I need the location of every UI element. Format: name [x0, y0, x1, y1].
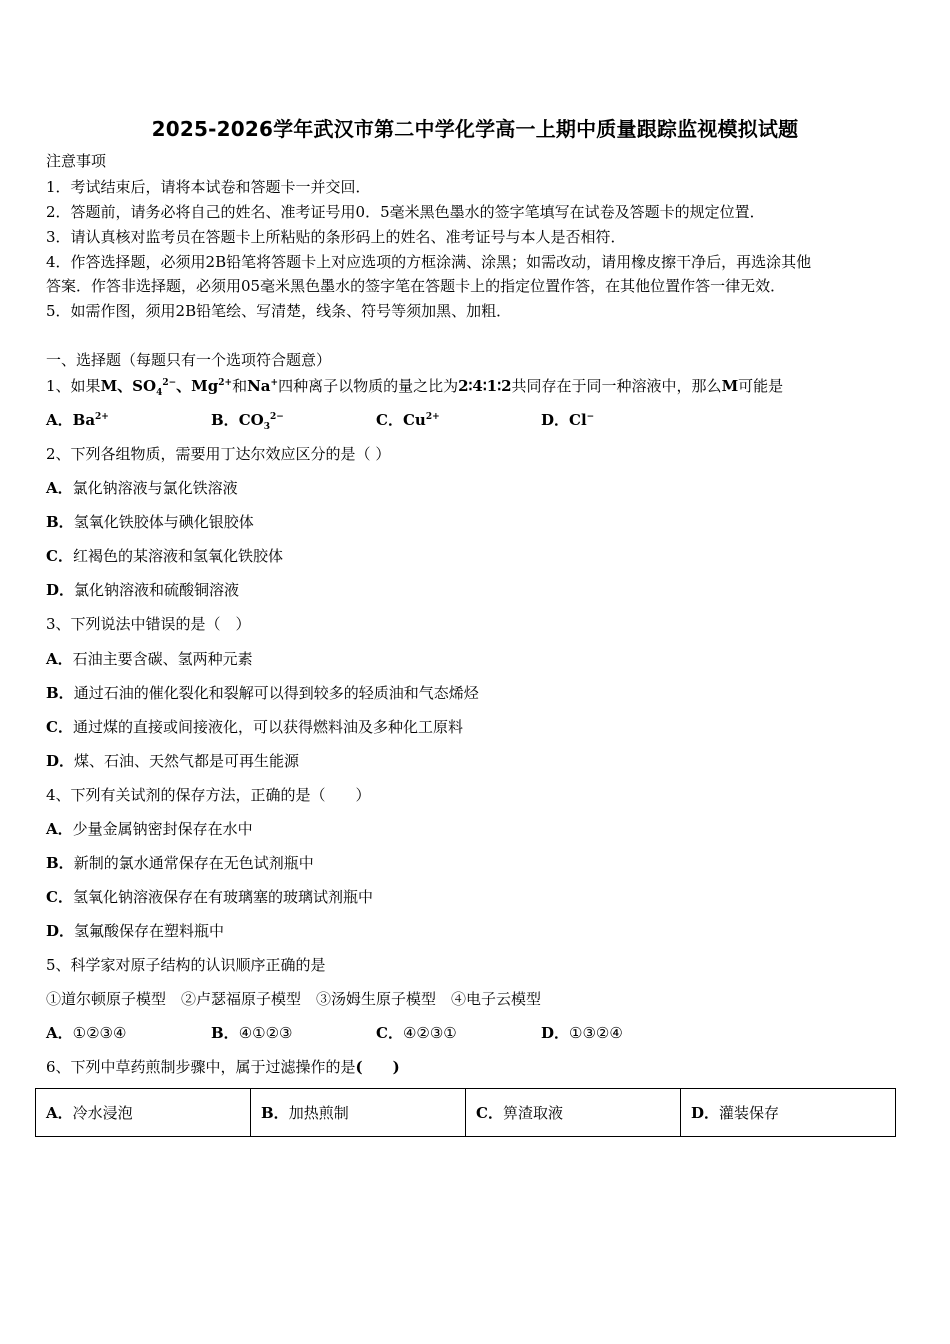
q1-text: 和 — [232, 377, 248, 395]
option-label: B． — [211, 1024, 239, 1042]
q1-text: 四种离子以物质的量之比为 — [278, 377, 459, 395]
option-label: A． — [46, 650, 73, 668]
option-label: B． — [46, 684, 74, 702]
q1-ion-m: M、SO — [100, 377, 157, 395]
q2-option-c[interactable] — [46, 546, 283, 566]
q1-option-b[interactable] — [211, 410, 284, 430]
q2-option-b[interactable] — [46, 512, 254, 532]
option-label: B． — [211, 411, 239, 429]
notice-item-4: 4．作答选择题，必须用2B铅笔将答题卡上对应选项的方框涂满、涂黑；如需改动，请用橡皮擦干净后，再选涂其他 — [46, 253, 812, 271]
option-label: B． — [46, 513, 74, 531]
notice-item-5: 5．如需作图，须用2B铅笔绘、写清楚，线条、符号等须加黑、加粗． — [46, 302, 512, 320]
q3-option-b[interactable] — [46, 683, 479, 703]
question-3-stem: 3、下列说法中错误的是（ ） — [46, 615, 251, 633]
q1-ratio: 2∶4∶1∶2 — [458, 377, 512, 395]
option-text: ④①②③ — [238, 1024, 293, 1042]
q2-option-d[interactable] — [46, 580, 239, 600]
option-label: D． — [46, 581, 75, 599]
option-sup: − — [586, 412, 595, 422]
notice-item-2: 2．答题前，请务必将自己的姓名、准考证号用0．5毫米黑色墨水的签字笔填写在试卷及答题卡的规定位置． — [46, 203, 765, 221]
q1-text: 如果 — [70, 377, 101, 395]
option-text: 加热煎制 — [288, 1104, 349, 1122]
notice-heading: 注意事项 — [46, 152, 107, 170]
q1-mg-sup: 2+ — [218, 378, 233, 388]
option-text: ④②③① — [402, 1024, 457, 1042]
q4-option-c[interactable] — [46, 887, 373, 907]
q1-option-c[interactable] — [376, 410, 440, 430]
option-text: 氢氧化铁胶体与碘化银胶体 — [73, 513, 254, 531]
option-label: A． — [46, 411, 73, 429]
option-text: 灌装保存 — [719, 1104, 780, 1122]
q5-option-b[interactable] — [211, 1023, 292, 1043]
q3-option-a[interactable] — [46, 649, 253, 669]
q5-option-d[interactable] — [541, 1023, 623, 1043]
q6-options-table — [35, 1088, 896, 1137]
q3-option-d[interactable] — [46, 751, 299, 771]
q6-option-a[interactable] — [36, 1089, 251, 1137]
option-text: 通过煤的直接或间接液化，可以获得燃料油及多种化工原料 — [72, 718, 463, 736]
notice-item-3: 3．请认真核对监考员在答题卡上所粘贴的条形码上的姓名、准考证号与本人是否相符． — [46, 228, 626, 246]
option-label: D． — [691, 1104, 720, 1122]
option-text: 氯化钠溶液和硫酸铜溶液 — [74, 581, 240, 599]
option-label: B． — [261, 1104, 289, 1122]
option-sup: 2+ — [425, 412, 440, 422]
option-text: 少量金属钠密封保存在水中 — [72, 820, 253, 838]
option-label: A． — [46, 1024, 73, 1042]
option-text: ①②③④ — [72, 1024, 127, 1042]
option-sup: 2+ — [95, 412, 109, 422]
question-6-stem — [46, 1057, 400, 1077]
option-label: C． — [46, 718, 73, 736]
question-5-options — [46, 1023, 746, 1043]
option-text: 石油主要含碳、氢两种元素 — [72, 650, 253, 668]
q1-text: 可能是 — [738, 377, 784, 395]
option-text: 箅渣取液 — [502, 1104, 563, 1122]
option-label: C． — [376, 1024, 403, 1042]
option-text: 氢氧化钠溶液保存在有玻璃塞的玻璃试剂瓶中 — [72, 888, 373, 906]
q1-ion-m: M — [721, 377, 739, 395]
option-label: A． — [46, 1104, 73, 1122]
q1-option-a[interactable] — [46, 410, 109, 430]
option-text: Cl — [569, 411, 587, 429]
option-text: 氢氟酸保存在塑料瓶中 — [74, 922, 225, 940]
option-label: C． — [46, 547, 73, 565]
option-sub: 3 — [263, 422, 270, 432]
option-label: D． — [46, 922, 75, 940]
option-label: C． — [376, 411, 403, 429]
q1-na-sup: + — [270, 378, 279, 388]
option-text: 氯化钠溶液与氯化铁溶液 — [72, 479, 238, 497]
notice-item-4-cont: 答案．作答非选择题，必须用05毫米黑色墨水的签字笔在答题卡上的指定位置作答，在其他位置作答一律无效． — [46, 277, 786, 295]
option-text: 通过石油的催化裂化和裂解可以得到较多的轻质油和气态烯烃 — [73, 684, 479, 702]
q1-so4-sub: 4 — [156, 388, 163, 398]
q4-option-b[interactable] — [46, 853, 314, 873]
option-label: C． — [46, 888, 73, 906]
option-label: C． — [476, 1104, 503, 1122]
option-text: Ba — [72, 411, 96, 429]
q2-option-a[interactable] — [46, 478, 238, 498]
q1-option-d[interactable] — [541, 410, 594, 430]
option-label: D． — [541, 1024, 570, 1042]
q6-text: 6、下列中草药煎制步骤中，属于过滤操作的是 — [46, 1058, 356, 1076]
q4-option-d[interactable] — [46, 921, 224, 941]
section-heading: 一、选择题（每题只有一个选项符合题意） — [46, 351, 332, 369]
q6-bracket: ( ) — [355, 1058, 400, 1076]
q6-option-b[interactable] — [251, 1089, 466, 1137]
q1-ion-na: Na — [247, 377, 271, 395]
question-1-options — [46, 410, 746, 430]
q5-option-c[interactable] — [376, 1023, 457, 1043]
q5-option-a[interactable] — [46, 1023, 126, 1043]
question-5-stem: 5、科学家对原子结构的认识顺序正确的是 — [46, 956, 326, 974]
q1-so4-sup: 2− — [162, 378, 177, 388]
option-text: 新制的氯水通常保存在无色试剂瓶中 — [73, 854, 314, 872]
option-label: D． — [541, 411, 570, 429]
option-label: B． — [46, 854, 74, 872]
option-text: Cu — [402, 411, 426, 429]
q3-option-c[interactable] — [46, 717, 463, 737]
q1-text: 共同存在于同一种溶液中，那么 — [511, 377, 722, 395]
option-label: D． — [46, 752, 75, 770]
option-label: A． — [46, 820, 73, 838]
option-text: CO — [238, 411, 264, 429]
q5-models: ①道尔顿原子模型 ②卢瑟福原子模型 ③汤姆生原子模型 ④电子云模型 — [46, 990, 542, 1008]
question-2-stem: 2、下列各组物质，需要用丁达尔效应区分的是（ ） — [46, 445, 391, 463]
option-text: ①③②④ — [569, 1024, 623, 1042]
question-1-stem — [46, 376, 783, 396]
option-text: 红褐色的某溶液和氢氧化铁胶体 — [72, 547, 283, 565]
notice-item-1: 1．考试结束后，请将本试卷和答题卡一并交回． — [46, 178, 371, 196]
option-text: 煤、石油、天然气都是可再生能源 — [74, 752, 300, 770]
option-text: 冷水浸泡 — [72, 1104, 133, 1122]
option-sup: 2− — [269, 412, 284, 422]
q1-ion-mg: 、Mg — [176, 377, 219, 395]
q6-option-d[interactable] — [681, 1089, 896, 1137]
question-4-stem: 4、下列有关试剂的保存方法，正确的是（ ） — [46, 786, 371, 804]
q4-option-a[interactable] — [46, 819, 253, 839]
q1-number: 1、 — [46, 377, 71, 395]
q6-option-c[interactable] — [466, 1089, 681, 1137]
page-title: 2025-2026学年武汉市第二中学化学高一上期中质量跟踪监视模拟试题 — [151, 117, 799, 141]
option-label: A． — [46, 479, 73, 497]
